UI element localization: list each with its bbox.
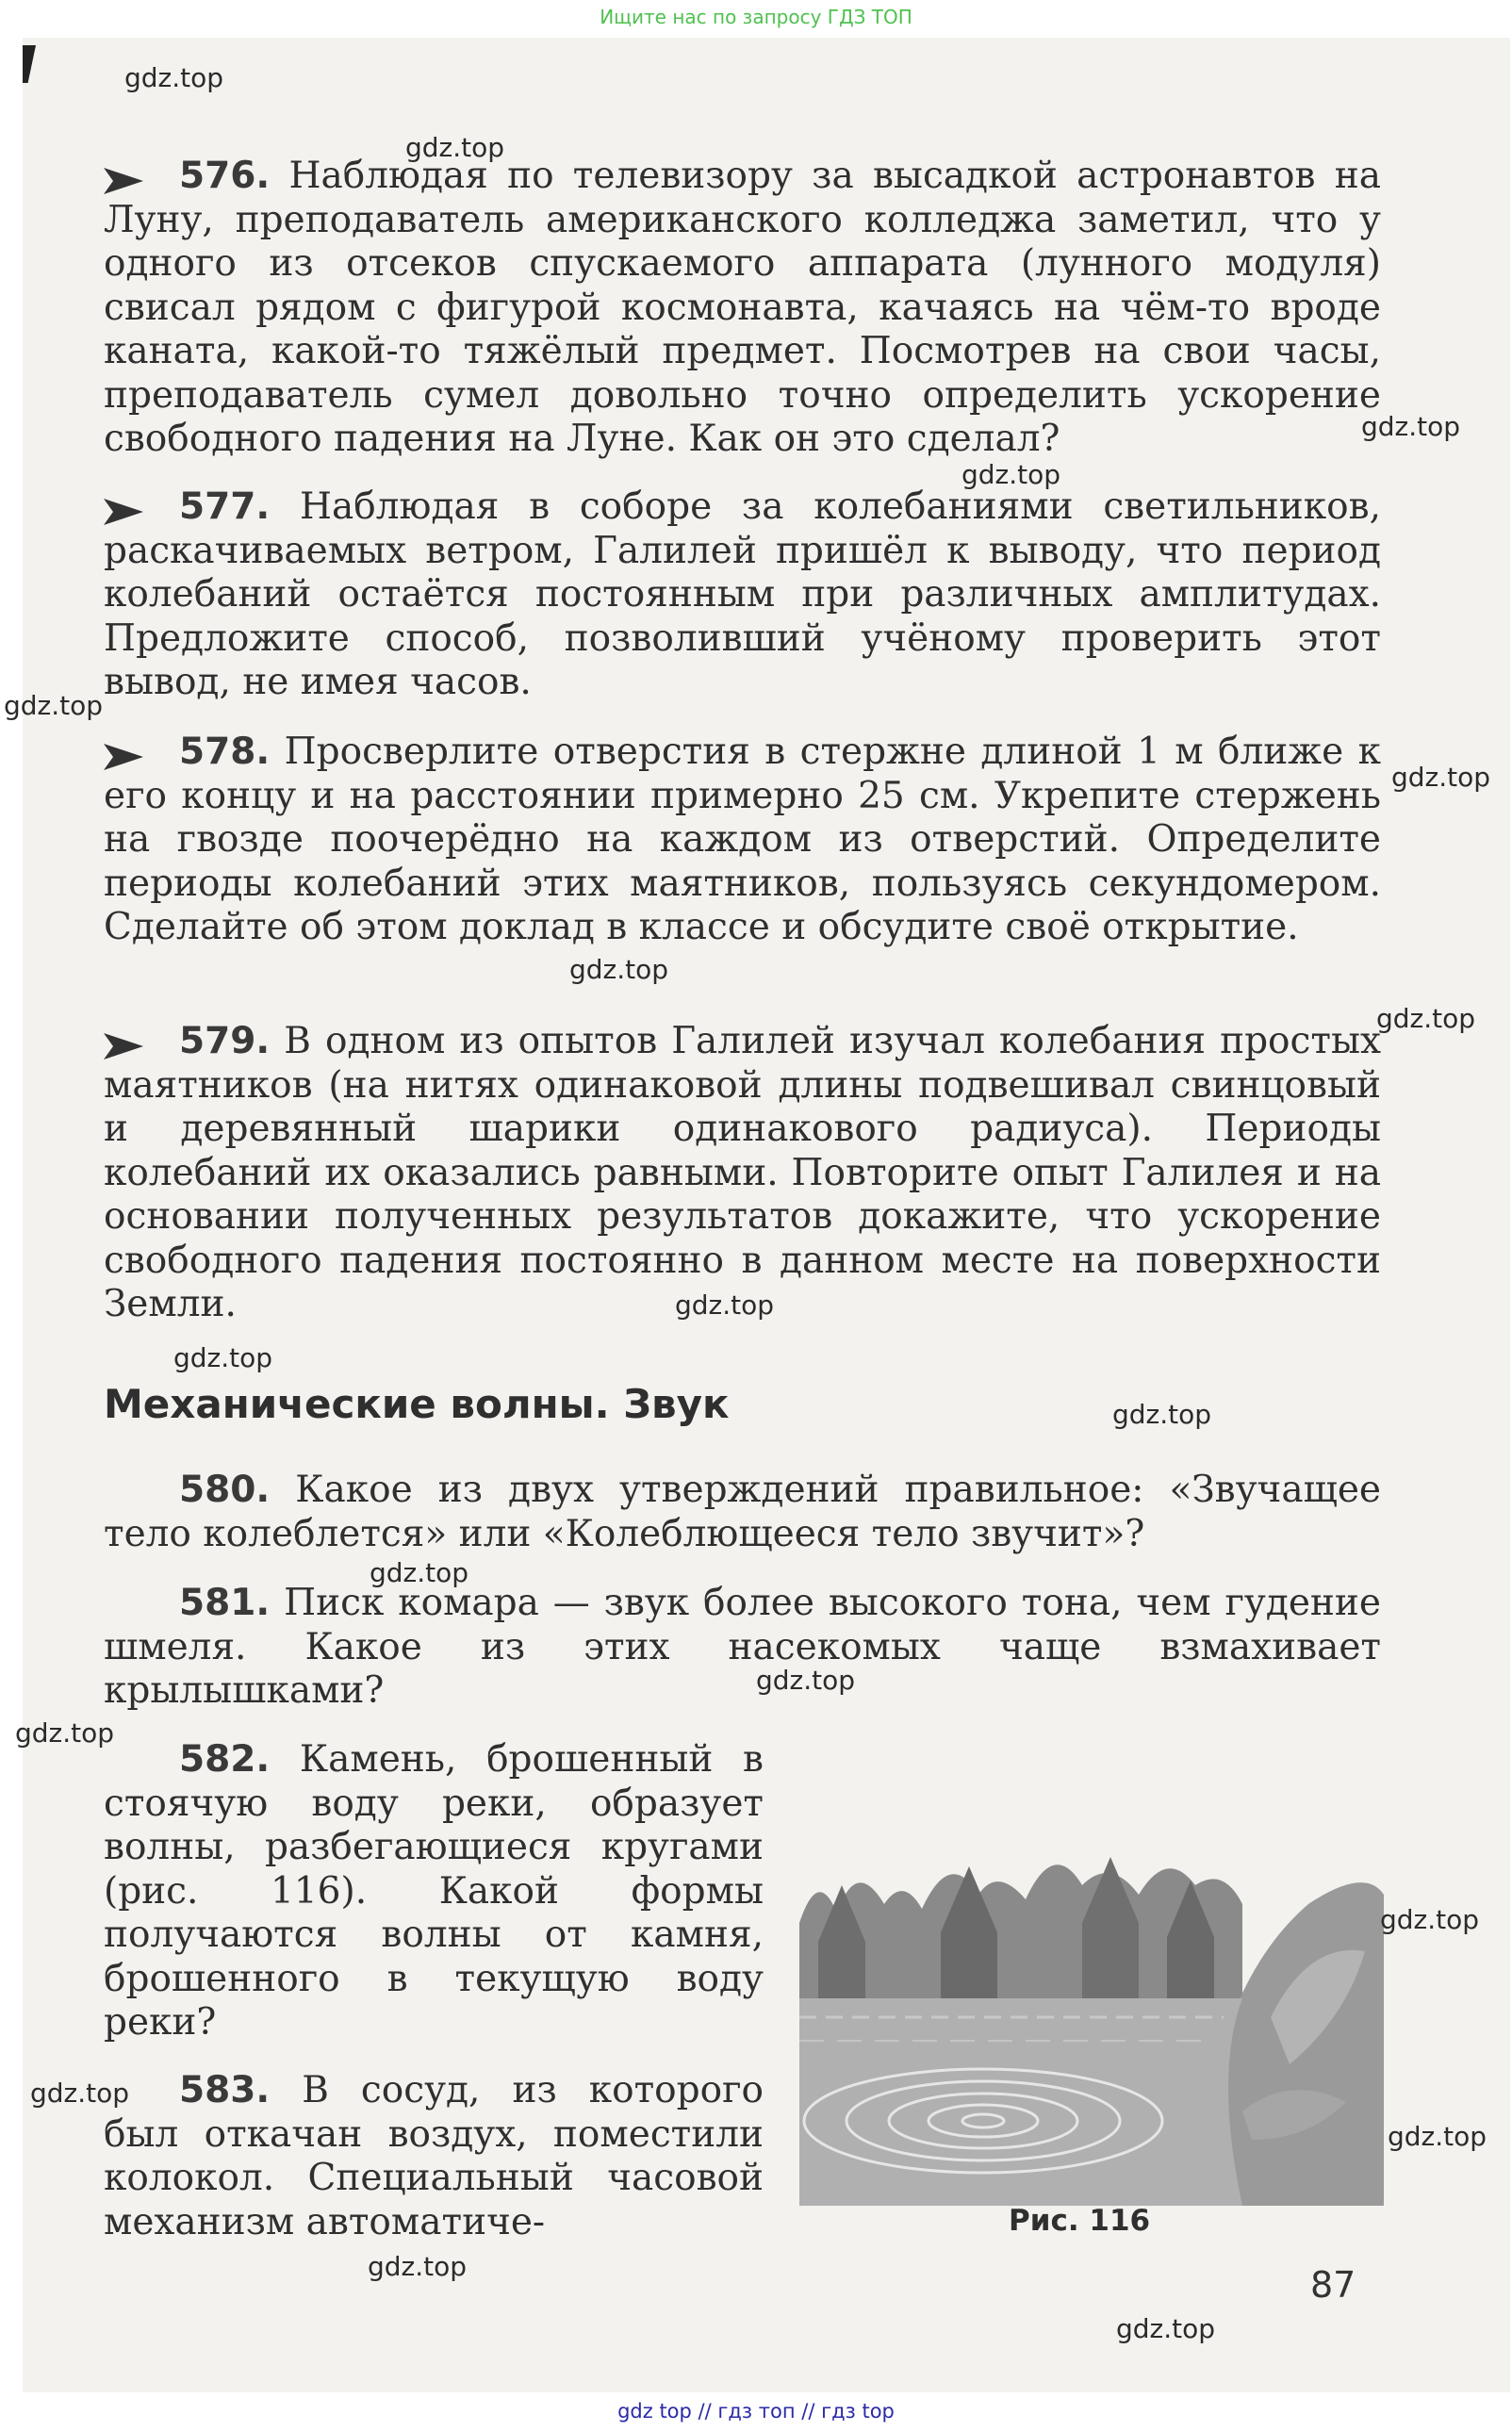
section-title: Механические волны. Звук bbox=[104, 1381, 730, 1427]
watermark: gdz.top bbox=[173, 1342, 273, 1373]
watermark: gdz.top bbox=[1388, 2121, 1487, 2152]
page-number: 87 bbox=[1310, 2264, 1356, 2306]
problem-number: 576. bbox=[179, 155, 271, 197]
top-banner[interactable]: Ищите нас по запросу ГДЗ ТОП bbox=[600, 6, 912, 28]
problem-582 bbox=[104, 1738, 764, 2045]
problem-number: 580. bbox=[179, 1469, 271, 1511]
problem-text: Просверлите отверстия в стержне длиной 1 м ближе к его концу и на расстоянии примерно 25 см. Укрепите стержень на гвозде поочерёдно на каждом из отверстий. Определите периоды колебаний этих маятников, пользуясь секундомером. Сделайте об этом доклад в классе и обсудите своё открытие. bbox=[104, 731, 1381, 948]
watermark: gdz.top bbox=[4, 690, 104, 721]
problem-576 bbox=[104, 155, 1381, 462]
problem-580 bbox=[104, 1469, 1381, 1556]
problem-text: Какое из двух утверждений правильное: «Звучащее тело колеблется» или «Колеблющееся тело звучит»? bbox=[104, 1469, 1381, 1555]
watermark: gdz.top bbox=[368, 2251, 468, 2282]
problem-579 bbox=[104, 1020, 1381, 1327]
watermark: gdz.top bbox=[1391, 762, 1491, 793]
watermark: gdz.top bbox=[675, 1289, 775, 1321]
corner-mark bbox=[23, 45, 36, 83]
watermark: gdz.top bbox=[15, 1717, 115, 1749]
problem-text: В сосуд, из которого был откачан воздух, поместили колокол. Специальный часовой механизм автоматиче- bbox=[104, 2069, 764, 2243]
problem-581 bbox=[104, 1582, 1381, 1714]
problem-text: Писк комара — звук более высокого тона, чем гудение шмеля. Какое из этих насекомых чаще взмахивает крылышками? bbox=[104, 1582, 1381, 1712]
problem-text: В одном из опытов Галилей изучал колебания простых маятников (на нитях одинаковой длины подвешивал свинцовый и деревянный шарики одинакового радиуса). Периоды колебаний их оказались равными. Повторите опыт Галилея и на основании полученных результатов докажите, что ускорение свободного падения постоянно в данном месте на поверхности Земли. bbox=[104, 1020, 1381, 1325]
watermark: gdz.top bbox=[1116, 2313, 1216, 2344]
watermark: gdz.top bbox=[961, 459, 1061, 490]
watermark: gdz.top bbox=[405, 132, 505, 163]
watermark: gdz.top bbox=[1376, 1003, 1476, 1034]
watermark: gdz.top bbox=[124, 62, 224, 93]
problem-number: 582. bbox=[179, 1738, 271, 1781]
problem-number: 581. bbox=[179, 1582, 271, 1624]
problem-583 bbox=[104, 2069, 764, 2244]
watermark: gdz.top bbox=[756, 1665, 856, 1696]
problem-text: Камень, брошенный в стоячую воду реки, образует волны, разбегающиеся кругами (рис. 116). Какой формы получаются волны от камня, брошенного в текущую воду реки? bbox=[104, 1738, 764, 2044]
problem-578 bbox=[104, 731, 1381, 950]
watermark: gdz.top bbox=[370, 1557, 469, 1588]
problem-number: 579. bbox=[179, 1020, 271, 1062]
figure-caption: Рис. 116 bbox=[1009, 2204, 1151, 2238]
watermark: gdz.top bbox=[30, 2078, 130, 2109]
problem-number: 577. bbox=[179, 485, 271, 528]
problem-text: Наблюдая по телевизору за высадкой астронавтов на Луну, преподаватель американского колледжа заметил, что у одного из отсеков спускаемого аппарата (лунного модуля) свисал рядом с фигурой космонавта, качаясь на чём-то вроде каната, какой-то тяжёлый предмет. Посмотрев на свои часы, преподаватель сумел довольно точно определить ускорение свободного падения на Луне. Как он это сделал? bbox=[104, 155, 1381, 460]
watermark: gdz.top bbox=[569, 954, 669, 985]
bottom-banner[interactable]: gdz top // гдз топ // гдз top bbox=[617, 2400, 895, 2423]
problem-577 bbox=[104, 485, 1381, 705]
pond-ripples-illustration bbox=[799, 1829, 1384, 2206]
problem-text: Наблюдая в соборе за колебаниями светильников, раскачиваемых ветром, Галилей пришёл к выводу, что период колебаний остаётся постоянным при различных амплитудах. Предложите способ, позволивший учёному проверить этот вывод, не имея часов. bbox=[104, 485, 1381, 703]
problem-number: 578. bbox=[179, 731, 271, 773]
watermark: gdz.top bbox=[1112, 1399, 1212, 1430]
watermark: gdz.top bbox=[1361, 411, 1461, 442]
watermark: gdz.top bbox=[1380, 1904, 1480, 1935]
problem-number: 583. bbox=[179, 2069, 271, 2111]
